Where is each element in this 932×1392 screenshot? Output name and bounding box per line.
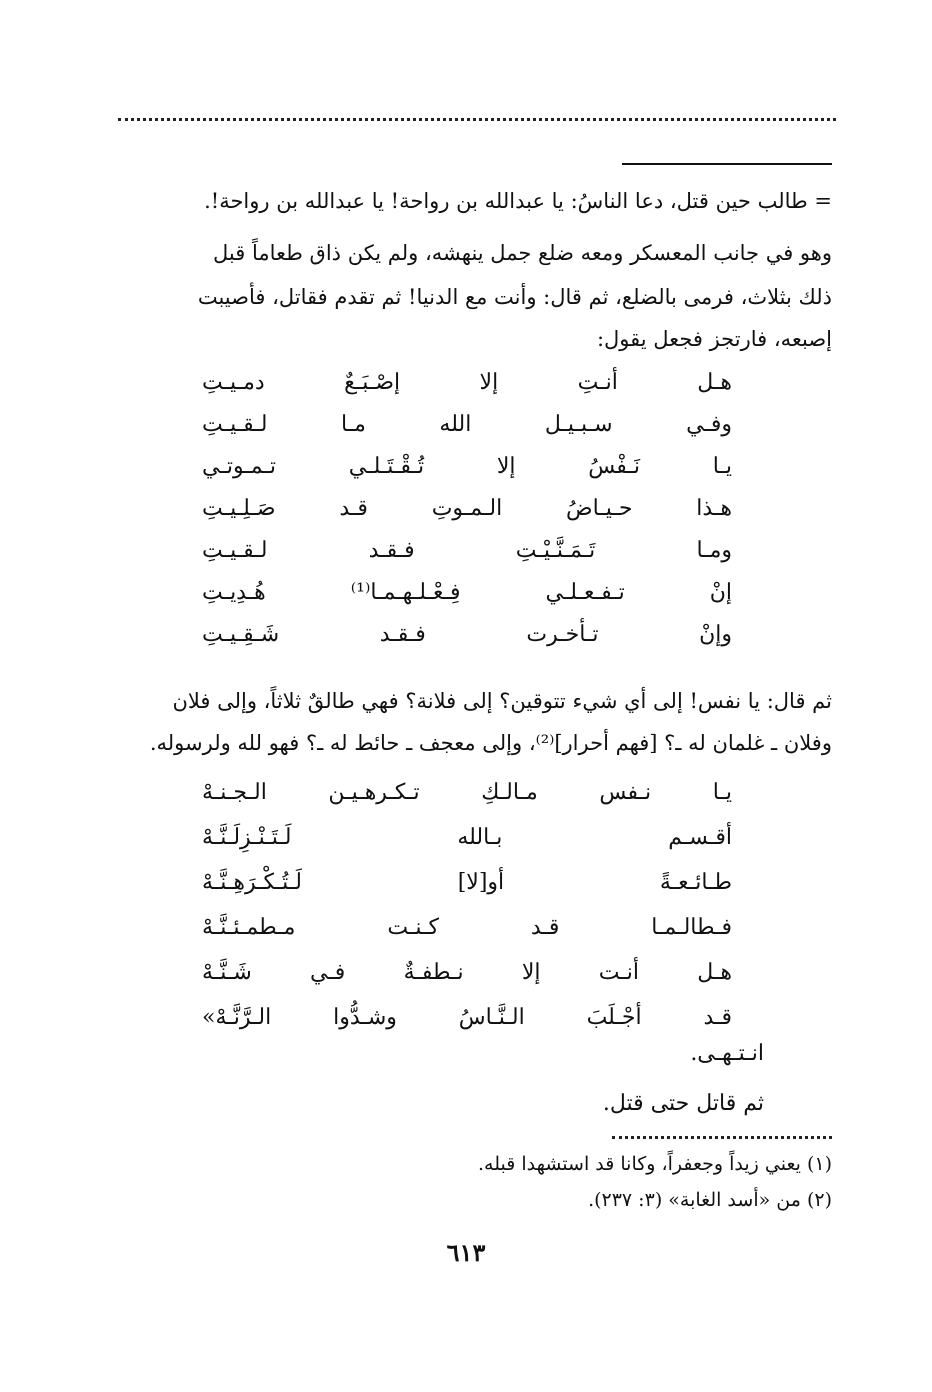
poem-verse: [202, 821, 732, 855]
footnote-dotted-rule: [612, 1136, 832, 1149]
verse-word: أو[لا]: [457, 870, 505, 895]
verse-word: طـائـعـةً: [659, 870, 732, 895]
verse-word: دمـيـتِ: [202, 370, 265, 395]
verse-word: يـا: [712, 780, 732, 805]
verse-word: إلا: [479, 370, 499, 395]
poem-verse: [202, 492, 732, 526]
verse-word: فِـعْـلـهـمـا⁽¹⁾: [350, 580, 461, 605]
verse-word: مـالـكِ: [481, 780, 538, 805]
verse-word: الـجـنـهْ: [202, 780, 267, 805]
verse-word: ومـا: [696, 538, 732, 563]
verse-word: قـد: [339, 496, 368, 521]
page-number: ٦١٣: [446, 1238, 486, 1267]
poem-verse: [202, 911, 732, 945]
footnote-2: (٢) من «أسد الغابة» (٣: ٢٣٧).: [588, 1189, 832, 1211]
verse-word: وفـي: [686, 412, 732, 437]
verse-word: أقـسـم: [668, 825, 732, 850]
verse-word: لـقـيـتِ: [202, 412, 268, 437]
verse-word: هـل: [697, 370, 732, 395]
verse-word: إصْـبَـعٌ: [344, 370, 401, 395]
verse-word: نـطفـةٌ: [403, 960, 464, 985]
verse-word: سـبـيـل: [544, 412, 613, 437]
verse-word: مـا: [340, 412, 366, 437]
verse-word: نَـفْسُ: [588, 454, 640, 479]
continued-footnote-line: = طالب حين قتل، دعا الناسُ: يا عبدالله بن رواحة! يا عبدالله بن رواحة!.: [204, 189, 832, 213]
verse-word: تـكـرهـيـن: [328, 780, 420, 805]
verse-word: أنـتِ: [577, 370, 618, 395]
verse-word: وشـدُّوا: [333, 1005, 397, 1030]
verse-word: فـي: [310, 960, 346, 985]
verse-word: هـل: [697, 960, 732, 985]
verse-word: إلا: [521, 960, 541, 985]
verse-word: كـنـت: [387, 915, 439, 940]
verse-word: لَـتُـكْـرَهِـنَّـهْ: [202, 870, 302, 895]
verse-word: تُـقْـتَـلـي: [348, 454, 425, 479]
poem-verse: [202, 776, 732, 810]
verse-word: فـقـد: [379, 622, 426, 647]
verse-word: الـمـوتِ: [431, 496, 503, 521]
paragraph-line: وهو في جانب المعسكر ومعه ضلع جمل ينهشه، ولم يكن ذاق طعاماً قبل: [213, 241, 832, 265]
verse-word: تـمـوتـي: [202, 454, 277, 479]
verse-word: الـنَّـاسُ: [458, 1005, 525, 1030]
footnote-continuation-rule: [622, 163, 832, 165]
poem-verse: [202, 534, 732, 568]
poem-verse: [202, 866, 732, 900]
verse-word: شَـقِـيـتِ: [202, 622, 280, 647]
verse-word: قـد: [530, 915, 560, 940]
verse-word: نـفس: [599, 780, 652, 805]
verse-word: لـقـيـتِ: [202, 538, 268, 563]
verse-word: حـيـاضُ: [566, 496, 633, 521]
verse-word: شَـنَّـهْ: [202, 960, 252, 985]
verse-word: يـا: [712, 454, 732, 479]
verse-word: وإنْ: [699, 622, 732, 647]
verse-word: أنـت: [598, 960, 640, 985]
verse-word: لَـتَـنْـزِلَـنَّـهْ: [202, 825, 292, 850]
verse-word: الـرَّنَّـهْ»: [202, 1005, 272, 1030]
verse-word: تـأخـرت: [526, 622, 599, 647]
poem-verse: [202, 450, 732, 484]
poem-verse: [202, 956, 732, 990]
verse-word: قـد: [703, 1005, 732, 1030]
closing-line: ثم قاتل حتى قتل.: [602, 1091, 764, 1116]
top-dotted-rule: [118, 118, 836, 141]
verse-word: بـالله: [457, 825, 503, 850]
verse-word: إنْ: [709, 580, 732, 605]
poem-verse: [202, 576, 732, 610]
verse-word: تَـمَـنَّـيْـتِ: [515, 538, 596, 563]
verse-word: فـطالـمـا: [651, 915, 732, 940]
poem-verse: [202, 366, 732, 400]
verse-word: أجْـلَبَ: [586, 1005, 642, 1030]
end-word: انـتـهـى.: [690, 1041, 764, 1066]
verse-word: الله: [439, 412, 472, 437]
paragraph-line: ذلك بثلاث، فرمى بالضلع، ثم قال: وأنت مع الدنيا! ثم تقدم فقاتل، فأصيبت: [197, 285, 832, 309]
paragraph-line: وفلان ـ غلمان له ـ؟ [فهم أحرار]⁽²⁾، وإلى معجف ـ حائط له ـ؟ فهو لله ولرسوله.: [149, 731, 832, 755]
paragraph-line: إصبعه، فارتجز فجعل يقول:: [596, 327, 832, 351]
verse-word: صَـلِـيـتِ: [202, 496, 276, 521]
verse-word: هُـدِيـتِ: [202, 580, 266, 605]
paragraph-line: ثم قال: يا نفس! إلى أي شيء تتوقين؟ إلى فلانة؟ فهي طالقٌ ثلاثاً، وإلى فلان: [172, 689, 832, 713]
verse-word: مـطمـئـنَّـهْ: [202, 915, 296, 940]
poem-verse: [202, 618, 732, 652]
verse-word: هـذا: [696, 496, 732, 521]
footnote-1: (١) يعني زيداً وجعفراً، وكانا قد استشهدا قبله.: [477, 1153, 832, 1175]
verse-word: تـفـعـلـي: [545, 580, 625, 605]
poem-verse: [202, 1001, 732, 1035]
verse-word: إلا: [496, 454, 516, 479]
poem-verse: [202, 408, 732, 442]
verse-word: فـقـد: [368, 538, 415, 563]
